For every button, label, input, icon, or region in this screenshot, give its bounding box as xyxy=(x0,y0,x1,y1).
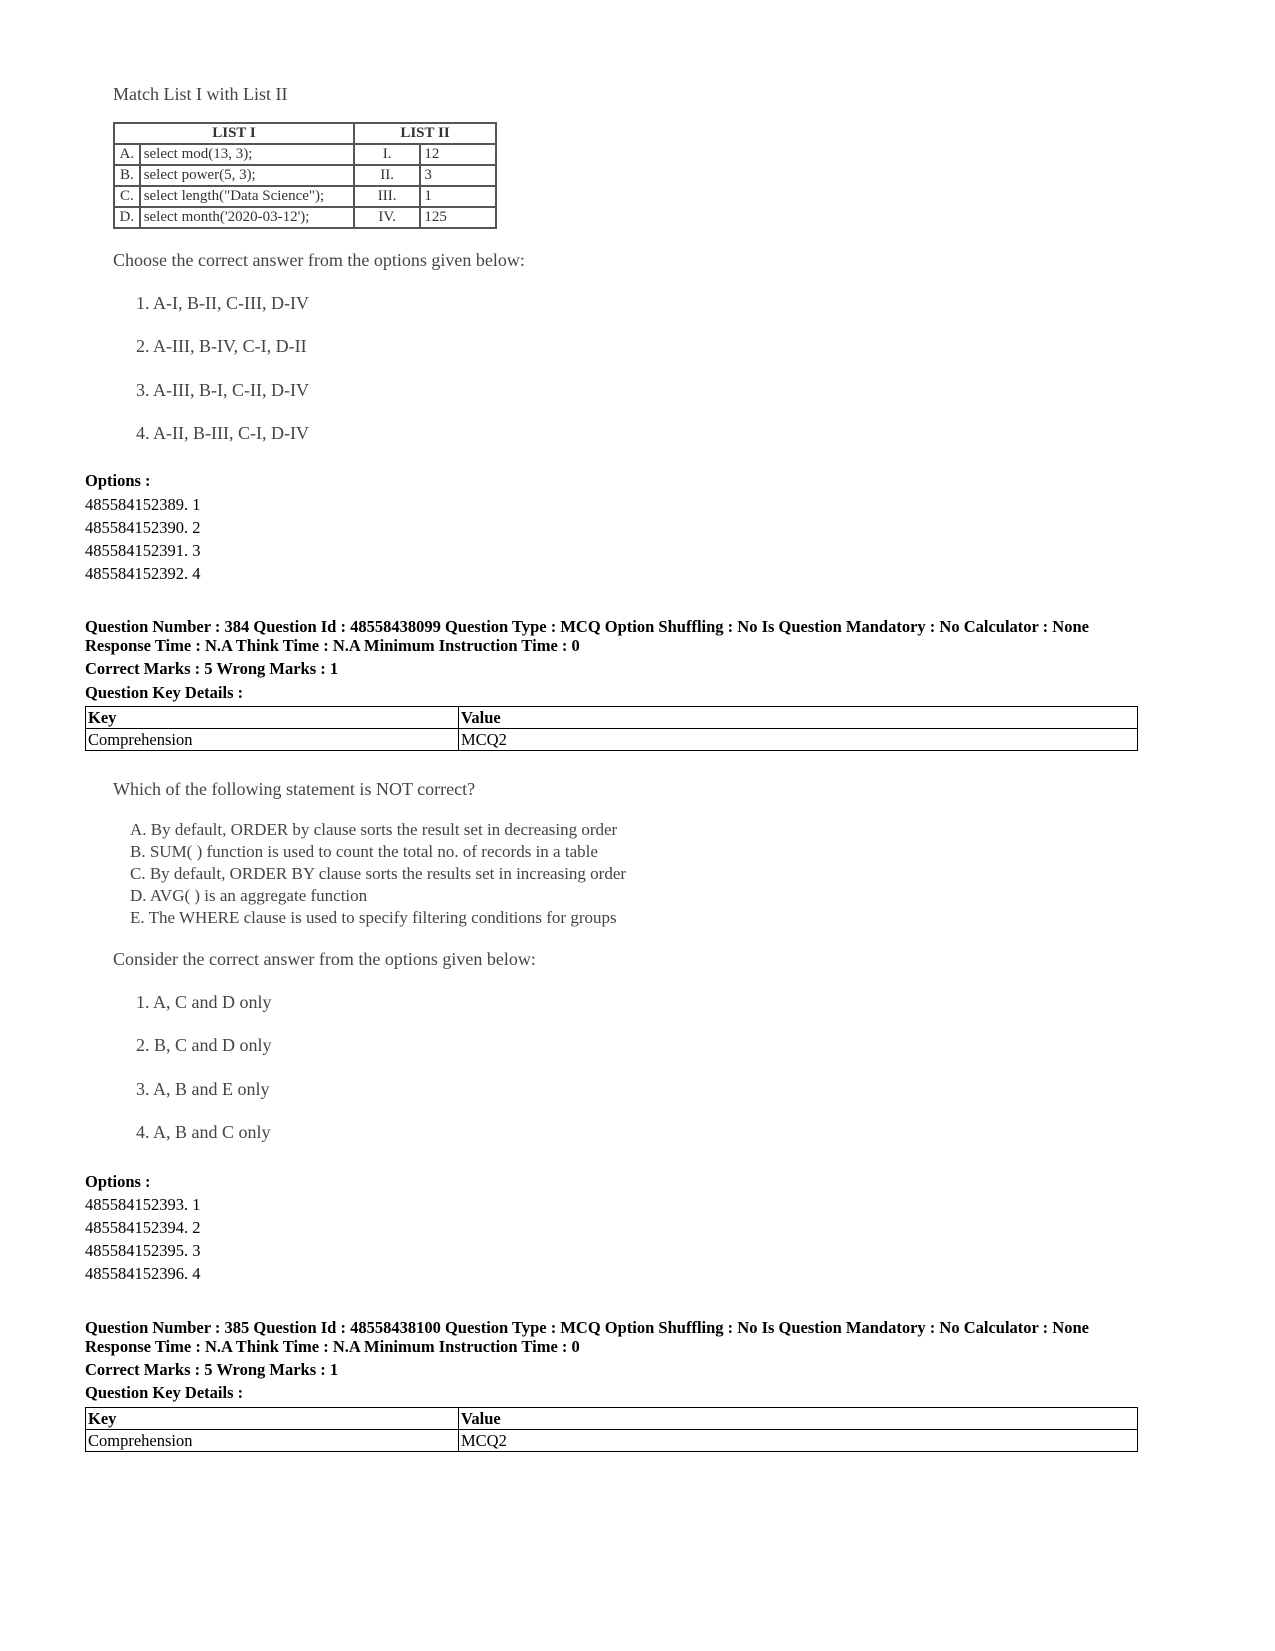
table-row xyxy=(114,165,496,186)
match-table xyxy=(113,122,497,229)
statement: E. The WHERE clause is used to specify filtering conditions for groups xyxy=(130,908,617,927)
key-cell: Comprehension xyxy=(86,1430,459,1452)
table-row xyxy=(114,186,496,207)
answer-choice: 2. B, C and D only xyxy=(136,1035,272,1055)
table-row xyxy=(86,729,1138,751)
question-marks: Correct Marks : 5 Wrong Marks : 1 xyxy=(85,659,339,678)
key-details-table xyxy=(85,706,1138,751)
value-cell: MCQ2 xyxy=(459,729,1138,751)
option-item: 485584152390. 2 xyxy=(85,518,201,537)
value-cell: MCQ2 xyxy=(459,1430,1138,1452)
options-label: Options : xyxy=(85,1172,151,1191)
list-ii-cell: 12 xyxy=(420,144,496,165)
key-header: Key xyxy=(86,1408,459,1430)
row-label: III. xyxy=(354,186,420,207)
question-prompt: Consider the correct answer from the options given below: xyxy=(113,949,536,969)
table-row xyxy=(114,207,496,228)
row-label: I. xyxy=(354,144,420,165)
table-row xyxy=(86,1430,1138,1452)
option-item: 485584152391. 3 xyxy=(85,541,201,560)
question-heading: Match List I with List II xyxy=(113,84,288,104)
list-i-cell: select power(5, 3); xyxy=(140,165,354,186)
statement: C. By default, ORDER BY clause sorts the results set in increasing order xyxy=(130,864,627,883)
value-header: Value xyxy=(459,1408,1138,1430)
option-item: 485584152392. 4 xyxy=(85,564,201,583)
answer-choice: 4. A, B and C only xyxy=(136,1122,271,1142)
option-item: 485584152395. 3 xyxy=(85,1241,201,1260)
option-item: 485584152394. 2 xyxy=(85,1218,201,1237)
question-prompt: Choose the correct answer from the options given below: xyxy=(113,250,525,270)
table-header-row xyxy=(86,1408,1138,1430)
answer-choice: 2. A-III, B-IV, C-I, D-II xyxy=(136,336,307,356)
key-header: Key xyxy=(86,707,459,729)
question-heading: Which of the following statement is NOT correct? xyxy=(113,779,476,799)
question-383-image xyxy=(0,0,1275,470)
list-i-cell: select month('2020-03-12'); xyxy=(140,207,354,228)
row-label: D. xyxy=(114,207,140,228)
row-label: C. xyxy=(114,186,140,207)
value-header: Value xyxy=(459,707,1138,729)
option-item: 485584152393. 1 xyxy=(85,1195,201,1214)
question-header-timing: Response Time : N.A Think Time : N.A Minimum Instruction Time : 0 xyxy=(85,636,580,655)
question-header: Question Number : 385 Question Id : 48558438100 Question Type : MCQ Option Shuffling : No Is Question Mandatory : No Calculator : None xyxy=(85,1318,1089,1337)
statement: B. SUM( ) function is used to count the total no. of records in a table xyxy=(130,842,598,861)
answer-choice: 1. A, C and D only xyxy=(136,992,272,1012)
key-details-label: Question Key Details : xyxy=(85,1383,244,1402)
statement: A. By default, ORDER by clause sorts the result set in decreasing order xyxy=(130,820,618,839)
row-label: B. xyxy=(114,165,140,186)
row-label: A. xyxy=(114,144,140,165)
answer-choice: 3. A-III, B-I, C-II, D-IV xyxy=(136,380,309,400)
key-details-table xyxy=(85,1407,1138,1452)
question-marks: Correct Marks : 5 Wrong Marks : 1 xyxy=(85,1360,339,1379)
key-cell: Comprehension xyxy=(86,729,459,751)
question-header: Question Number : 384 Question Id : 48558438099 Question Type : MCQ Option Shuffling : No Is Question Mandatory : No Calculator : None xyxy=(85,617,1089,636)
statement: D. AVG( ) is an aggregate function xyxy=(130,886,368,905)
list-ii-cell: 3 xyxy=(420,165,496,186)
table-row xyxy=(114,144,496,165)
list-ii-cell: 125 xyxy=(420,207,496,228)
question-header-timing: Response Time : N.A Think Time : N.A Minimum Instruction Time : 0 xyxy=(85,1337,580,1356)
list-ii-header: LIST II xyxy=(354,123,496,144)
list-i-cell: select length("Data Science"); xyxy=(140,186,354,207)
option-item: 485584152389. 1 xyxy=(85,495,201,514)
list-ii-cell: 1 xyxy=(420,186,496,207)
row-label: II. xyxy=(354,165,420,186)
key-details-label: Question Key Details : xyxy=(85,683,244,702)
table-header-row xyxy=(86,707,1138,729)
answer-choice: 4. A-II, B-III, C-I, D-IV xyxy=(136,423,309,443)
list-i-header: LIST I xyxy=(114,123,354,144)
question-384-image xyxy=(0,770,1275,1170)
list-i-cell: select mod(13, 3); xyxy=(140,144,354,165)
answer-choice: 3. A, B and E only xyxy=(136,1079,270,1099)
answer-choice: 1. A-I, B-II, C-III, D-IV xyxy=(136,293,309,313)
option-item: 485584152396. 4 xyxy=(85,1264,201,1283)
options-label: Options : xyxy=(85,471,151,490)
row-label: IV. xyxy=(354,207,420,228)
